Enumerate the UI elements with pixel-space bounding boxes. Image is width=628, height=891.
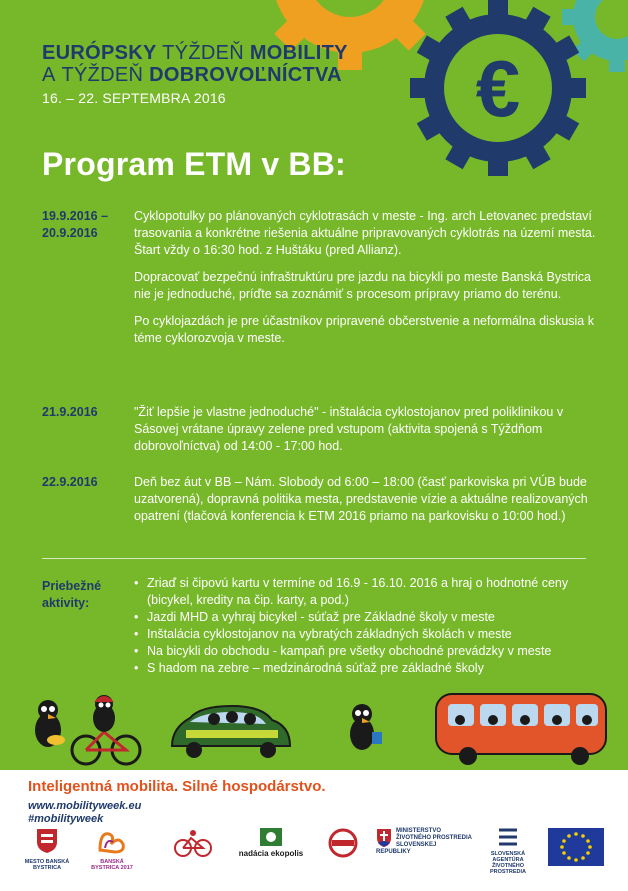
- list-item: • Inštalácia cyklostojanov na vybratých základných školách v meste: [134, 626, 604, 643]
- euro-gear-icon: [408, 0, 588, 178]
- logo-label: MESTO BANSKÁ BYSTRICA: [24, 859, 70, 871]
- header-word: TÝŽDEŇ: [61, 64, 144, 86]
- event-paragraph: Dopracovať bezpečnú infraštruktúru pre jazdu na bicykli po meste Banská Bystrica nie je jednoduché, príďte sa zoznámiť s procesom prípravy priamo do terénu.: [134, 270, 591, 301]
- program-title: Program ETM v BB:: [42, 146, 346, 182]
- coat-of-arms-icon: [36, 828, 58, 854]
- bicycle-rider-icon: [72, 695, 140, 764]
- logo-label: SLOVENSKÁ AGENTÚRA ŽIVOTNÉHO PROSTREDIA: [489, 851, 527, 875]
- footer: [0, 770, 628, 891]
- logo-label: nadácia ekopolis: [238, 849, 304, 858]
- logo-transport: [318, 828, 368, 863]
- logo-label: MINISTERSTVO ŽIVOTNÉHO PROSTREDIA SLOVENSKEJ REPUBLIKY: [376, 828, 472, 855]
- event-date: 19.9.2016 – 20.9.2016: [42, 209, 109, 240]
- event-header: [42, 42, 348, 106]
- logo-ekopolis: [236, 828, 306, 857]
- sazp-mark-icon: [497, 828, 519, 846]
- header-word: MOBILITY: [249, 42, 348, 64]
- ongoing-list: [134, 575, 604, 677]
- logo-label: BANSKÁ BYSTRICA 2017: [91, 859, 133, 871]
- event-description: [134, 474, 596, 535]
- list-item: • S hadom na zebre – medzinárodná súťaž pre základné školy: [134, 660, 604, 677]
- slogan: Inteligentná mobilita. Silné hospodárstvo.: [28, 778, 326, 795]
- bird-character-icon: [35, 700, 65, 747]
- ongoing-label: Priebežné aktivity:: [42, 579, 102, 610]
- transport-logo-icon: [326, 828, 360, 858]
- illustration-strip: [0, 688, 628, 770]
- event-description: [134, 404, 596, 465]
- logo-banska-bystrica-2017: [86, 828, 138, 871]
- svg-text:€: €: [475, 44, 521, 133]
- orange-bus-icon: [436, 694, 606, 765]
- logo-ministerstvo: [376, 828, 472, 856]
- list-item: • Zriaď si čipovú kartu v termíne od 16.9 - 16.10. 2016 a hraj o hodnotné ceny (bicykel, kredity na čip. karty, a pod.): [134, 575, 604, 609]
- eu-flag-icon: [548, 828, 604, 866]
- header-line-2: [42, 64, 348, 86]
- header-dates: 16. – 22. SEPTEMBRA 2016: [42, 90, 226, 106]
- list-item: • Jazdi MHD a vyhraj bicykel - súťaž pre Základné školy v meste: [134, 609, 604, 626]
- event-date: 22.9.2016: [42, 475, 98, 489]
- header-word: TÝŽDEŇ: [162, 42, 244, 64]
- bb2017-mark-icon: [97, 828, 127, 854]
- event-paragraph: "Žiť lepšie je vlastne jednoduché" - inštalácia cyklostojanov pred poliklinikou v Sásovej vrátane úpravy zelene pred vstupom (aktivita spojená s Týždňom dobrovoľníctva) od 14:00 - 17:00 hod.: [134, 405, 564, 453]
- bird-with-bag-icon: [350, 704, 382, 750]
- website-link[interactable]: www.mobilityweek.eu: [28, 800, 142, 812]
- section-divider: [42, 558, 586, 559]
- logo-sazp: [480, 828, 536, 875]
- header-word: DOBROVOĽNÍCTVA: [149, 64, 342, 86]
- header-word: A: [42, 64, 56, 86]
- green-car-icon: [172, 706, 290, 758]
- logo-mesto-banska-bystrica: [22, 828, 72, 871]
- event-paragraph: Deň bez áut v BB – Nám. Slobody od 6:00 – 18:00 (časť parkoviska pri VÚB bude uzatvorená), dopravná politika mesta, predstavenie vízie a aktuálne realizovaných opatrení (tlačová konferencia k ETM 2016 priamo na parkovisku o 10:00 hod.): [134, 475, 588, 523]
- bicycle-logo-icon: [173, 828, 213, 858]
- logo-cyklo: [168, 828, 218, 863]
- event-paragraph: Po cyklojazdách je pre účastníkov pripravené občerstvenie a neformálna diskusia k téme cyklorozvoja v meste.: [134, 314, 594, 345]
- slovak-coat-of-arms-icon: [376, 828, 392, 848]
- ekopolis-mark-icon: [260, 828, 282, 846]
- header-line-1: [42, 42, 348, 64]
- hashtag: #mobilityweek: [28, 813, 104, 825]
- website-block: [28, 800, 141, 826]
- header-word: EURÓPSKY: [42, 42, 157, 64]
- event-date: 21.9.2016: [42, 405, 98, 419]
- event-description: [134, 208, 596, 357]
- list-item: • Na bicykli do obchodu - kampaň pre všetky obchodné prevádzky v meste: [134, 643, 604, 660]
- event-paragraph: Cyklopotulky po plánovaných cyklotrasách v meste - Ing. arch Letovanec predstaví trasovania a konkrétne riešenia aktuálne pripravovaných cyklotrás na území mesta. Štart vždy o 16:30 hod. z Huštáku (pred Allianz).: [134, 209, 596, 257]
